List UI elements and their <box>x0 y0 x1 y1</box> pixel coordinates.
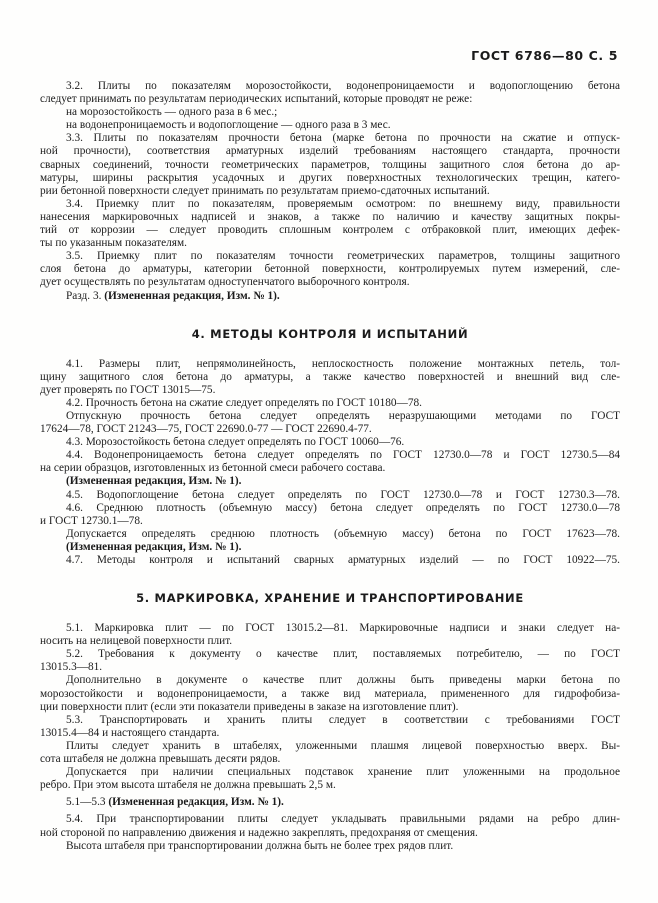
text-line <box>40 172 620 185</box>
text-run: и ГОСТ 12730.1—78. <box>40 514 143 527</box>
text-run: на водонепроницаемость и водопоглощение — одного раза в 3 мес. <box>66 119 391 132</box>
document-body <box>40 80 620 853</box>
text-line <box>40 475 620 488</box>
text-run: 4.4. Водонепроницаемость бетона следует определять по ГОСТ 12730.0—78 и ГОСТ 12730.5—84 <box>66 449 620 462</box>
text-run: 4.7. Методы контроля и испытаний сварных арматурных изделий — по ГОСТ 10922—75. <box>66 554 620 566</box>
text-line <box>40 541 620 554</box>
page-header: ГОСТ 6786—80 С. 5 <box>471 48 618 63</box>
text-line <box>40 688 620 701</box>
text-line <box>40 462 620 475</box>
text-run: Отпускную прочность бетона следует определять неразрушающими методами по ГОСТ <box>66 409 620 422</box>
text-line <box>40 489 620 502</box>
text-line <box>40 80 620 93</box>
text-run: Плиты следует хранить в штабелях, уложенными плашмя лицевой поверхностью вверх. Вы- <box>66 739 620 752</box>
text-run: Допускается при наличии специальных подставок хранение плит уложенными на продольное <box>66 766 620 779</box>
text-line <box>40 528 620 541</box>
text-run: сварных соединений, точности геометрических параметров, толщины защитного слоя бетона до ар- <box>40 158 620 171</box>
bold-text-run: (Измененная редакция, Изм. № 1). <box>104 289 280 302</box>
text-run: дует осуществлять по результатам одноступенчатого выборочного контроля. <box>40 276 410 289</box>
text-run: ной стороной по направлению движения и надежно закреплять, предохраняя от смещения. <box>40 826 478 839</box>
text-run: Разд. 3. <box>66 289 105 302</box>
text-run: матуры, ширины раскрытия усадочных и других поверхностных технологических трещин, катего- <box>40 171 620 184</box>
text-line <box>40 740 620 753</box>
text-line <box>40 554 620 567</box>
text-line <box>40 515 620 528</box>
text-line <box>40 358 620 371</box>
text-run: на морозостойкость — одного раза в 6 мес.; <box>66 106 278 119</box>
text-line <box>40 159 620 172</box>
text-run: на серии образцов, изготовленных из бетонной смеси рабочего состава. <box>40 462 386 475</box>
section-heading: 4. МЕТОДЫ КОНТРОЛЯ И ИСПЫТАНИЙ <box>191 326 469 341</box>
text-line <box>40 211 620 224</box>
text-run: 17624—78, ГОСТ 21243—75, ГОСТ 22690.0-77 — ГОСТ 22690.4-77. <box>40 423 372 436</box>
text-line <box>40 727 620 740</box>
text-run: ребро. При этом высота штабеля не должна превышать 2,5 м. <box>40 779 336 792</box>
text-run: 13015.4—84 и настоящего стандарта. <box>40 726 220 739</box>
text-run: 4.3. Морозостойкость бетона следует определять по ГОСТ 10060—76. <box>66 436 405 449</box>
text-line <box>40 796 620 809</box>
text-line <box>40 384 620 397</box>
text-run: носить на нелицевой поверхности плит. <box>40 635 233 648</box>
text-line <box>40 779 620 792</box>
text-line <box>40 290 620 303</box>
text-run: 4.2. Прочность бетона на сжатие следует определять по ГОСТ 10180—78. <box>66 396 422 409</box>
text-line <box>40 237 620 250</box>
text-run: 5.1—5.3 <box>66 796 109 809</box>
text-line <box>40 714 620 727</box>
text-line <box>40 674 620 687</box>
text-run: 5.2. Требования к документу о качестве плит, поставляемых потребителю, — по ГОСТ <box>66 648 620 661</box>
text-line <box>40 449 620 462</box>
text-run: Допускается определять среднюю плотность (объемную массу) бетона по ГОСТ 17623—78. <box>66 527 620 540</box>
text-line <box>40 648 620 661</box>
text-run: дует проверять по ГОСТ 13015—75. <box>40 383 216 396</box>
text-line <box>40 106 620 119</box>
text-line <box>40 119 620 132</box>
text-run: слоя бетона до арматуры, категории бетонной поверхности, контролируемых путем измерений, сле- <box>40 263 620 276</box>
text-line <box>40 502 620 515</box>
text-line <box>40 371 620 384</box>
text-line <box>40 224 620 237</box>
text-run: ной прочности), соответствия арматурных изделий требованиям настоящего стандарта, прочности <box>40 145 620 158</box>
text-run: морозостойкости и водонепроницаемости, а также вид материала, примененного для гидрофобиза- <box>40 687 620 700</box>
bold-text-run: (Измененная редакция, Изм. № 1). <box>66 475 242 488</box>
text-line <box>40 701 620 714</box>
text-run: щину защитного слоя бетона до арматуры, а также качество поверхностей и внешний вид сле- <box>40 370 620 383</box>
text-run: следует принимать по результатам периодических испытаний, которые проводят не реже: <box>40 93 473 106</box>
text-line <box>40 436 620 449</box>
text-line <box>40 276 620 289</box>
text-line <box>40 827 620 840</box>
text-run: 4.6. Среднюю плотность (объемную массу) бетона следует определять по ГОСТ 12730.0—78 <box>66 501 620 514</box>
text-run: 4.1. Размеры плит, непрямолинейность, неплоскостность положение монтажных петель, тол- <box>66 357 620 370</box>
section-heading: 5. МАРКИРОВКА, ХРАНЕНИЕ И ТРАНСПОРТИРОВАНИЕ <box>136 591 524 606</box>
text-run: 5.4. При транспортировании плиты следует укладывать правильными рядами на ребро длин- <box>66 813 620 826</box>
text-run: Высота штабеля при транспортировании должна быть не более трех рядов плит. <box>66 839 454 852</box>
text-run: ции поверхности плит (если эти показатели приведены в заказе на изготовление плит). <box>40 700 459 713</box>
text-line <box>40 198 620 211</box>
text-line <box>40 397 620 410</box>
text-line <box>40 145 620 158</box>
text-run: рии бетонной поверхности следует принимать по результатам приемо-сдаточных испытаний. <box>40 184 490 197</box>
text-line <box>40 410 620 423</box>
text-run: нанесения маркировочных надписей и знаков, а также по наличию и качеству защитных покры- <box>40 210 620 223</box>
text-run: 13015.3—81. <box>40 661 103 674</box>
text-line <box>40 263 620 276</box>
text-run: 5.3. Транспортировать и хранить плиты следует в соответствии с требованиями ГОСТ <box>66 713 620 726</box>
text-line <box>40 840 620 853</box>
text-run: 3.3. Плиты по показателям прочности бетона (марке бетона по прочности на сжатие и отпуск- <box>66 132 620 145</box>
text-run: 3.5. Приемку плит по показателям точности геометрических параметров, толщины защитного <box>66 250 620 263</box>
text-run: ты по указанным показателям. <box>40 237 187 250</box>
text-line <box>40 132 620 145</box>
text-line <box>40 753 620 766</box>
text-line <box>40 661 620 674</box>
text-line <box>40 423 620 436</box>
bold-text-run: (Измененная редакция, Изм. № 1). <box>108 796 284 809</box>
text-run: сота штабеля не должна превышать десяти рядов. <box>40 753 281 766</box>
text-run: 5.1. Маркировка плит — по ГОСТ 13015.2—81. Маркировочные надписи и знаки следует на- <box>66 622 620 635</box>
text-run: тий от коррозии — следует проводить сплошным контролем с отбраковкой плит, имеющих дефек- <box>40 224 620 237</box>
text-line <box>40 250 620 263</box>
text-line <box>40 185 620 198</box>
text-run: 3.2. Плиты по показателям морозостойкости, водонепроницаемости и водопоглощению бетона <box>66 80 620 92</box>
text-line <box>40 93 620 106</box>
text-run: Дополнительно в документе о качестве плит должны быть приведены марки бетона по <box>66 674 620 687</box>
text-line <box>40 622 620 635</box>
bold-text-run: (Измененная редакция, Изм. № 1). <box>66 540 242 553</box>
text-run: 3.4. Приемку плит по показателям, проверяемым осмотром: по внешнему виду, правильности <box>66 197 620 210</box>
text-run: 4.5. Водопоглощение бетона следует определять по ГОСТ 12730.0—78 и ГОСТ 12730.3—78. <box>66 488 620 501</box>
text-line <box>40 635 620 648</box>
text-line <box>40 813 620 826</box>
text-line <box>40 766 620 779</box>
